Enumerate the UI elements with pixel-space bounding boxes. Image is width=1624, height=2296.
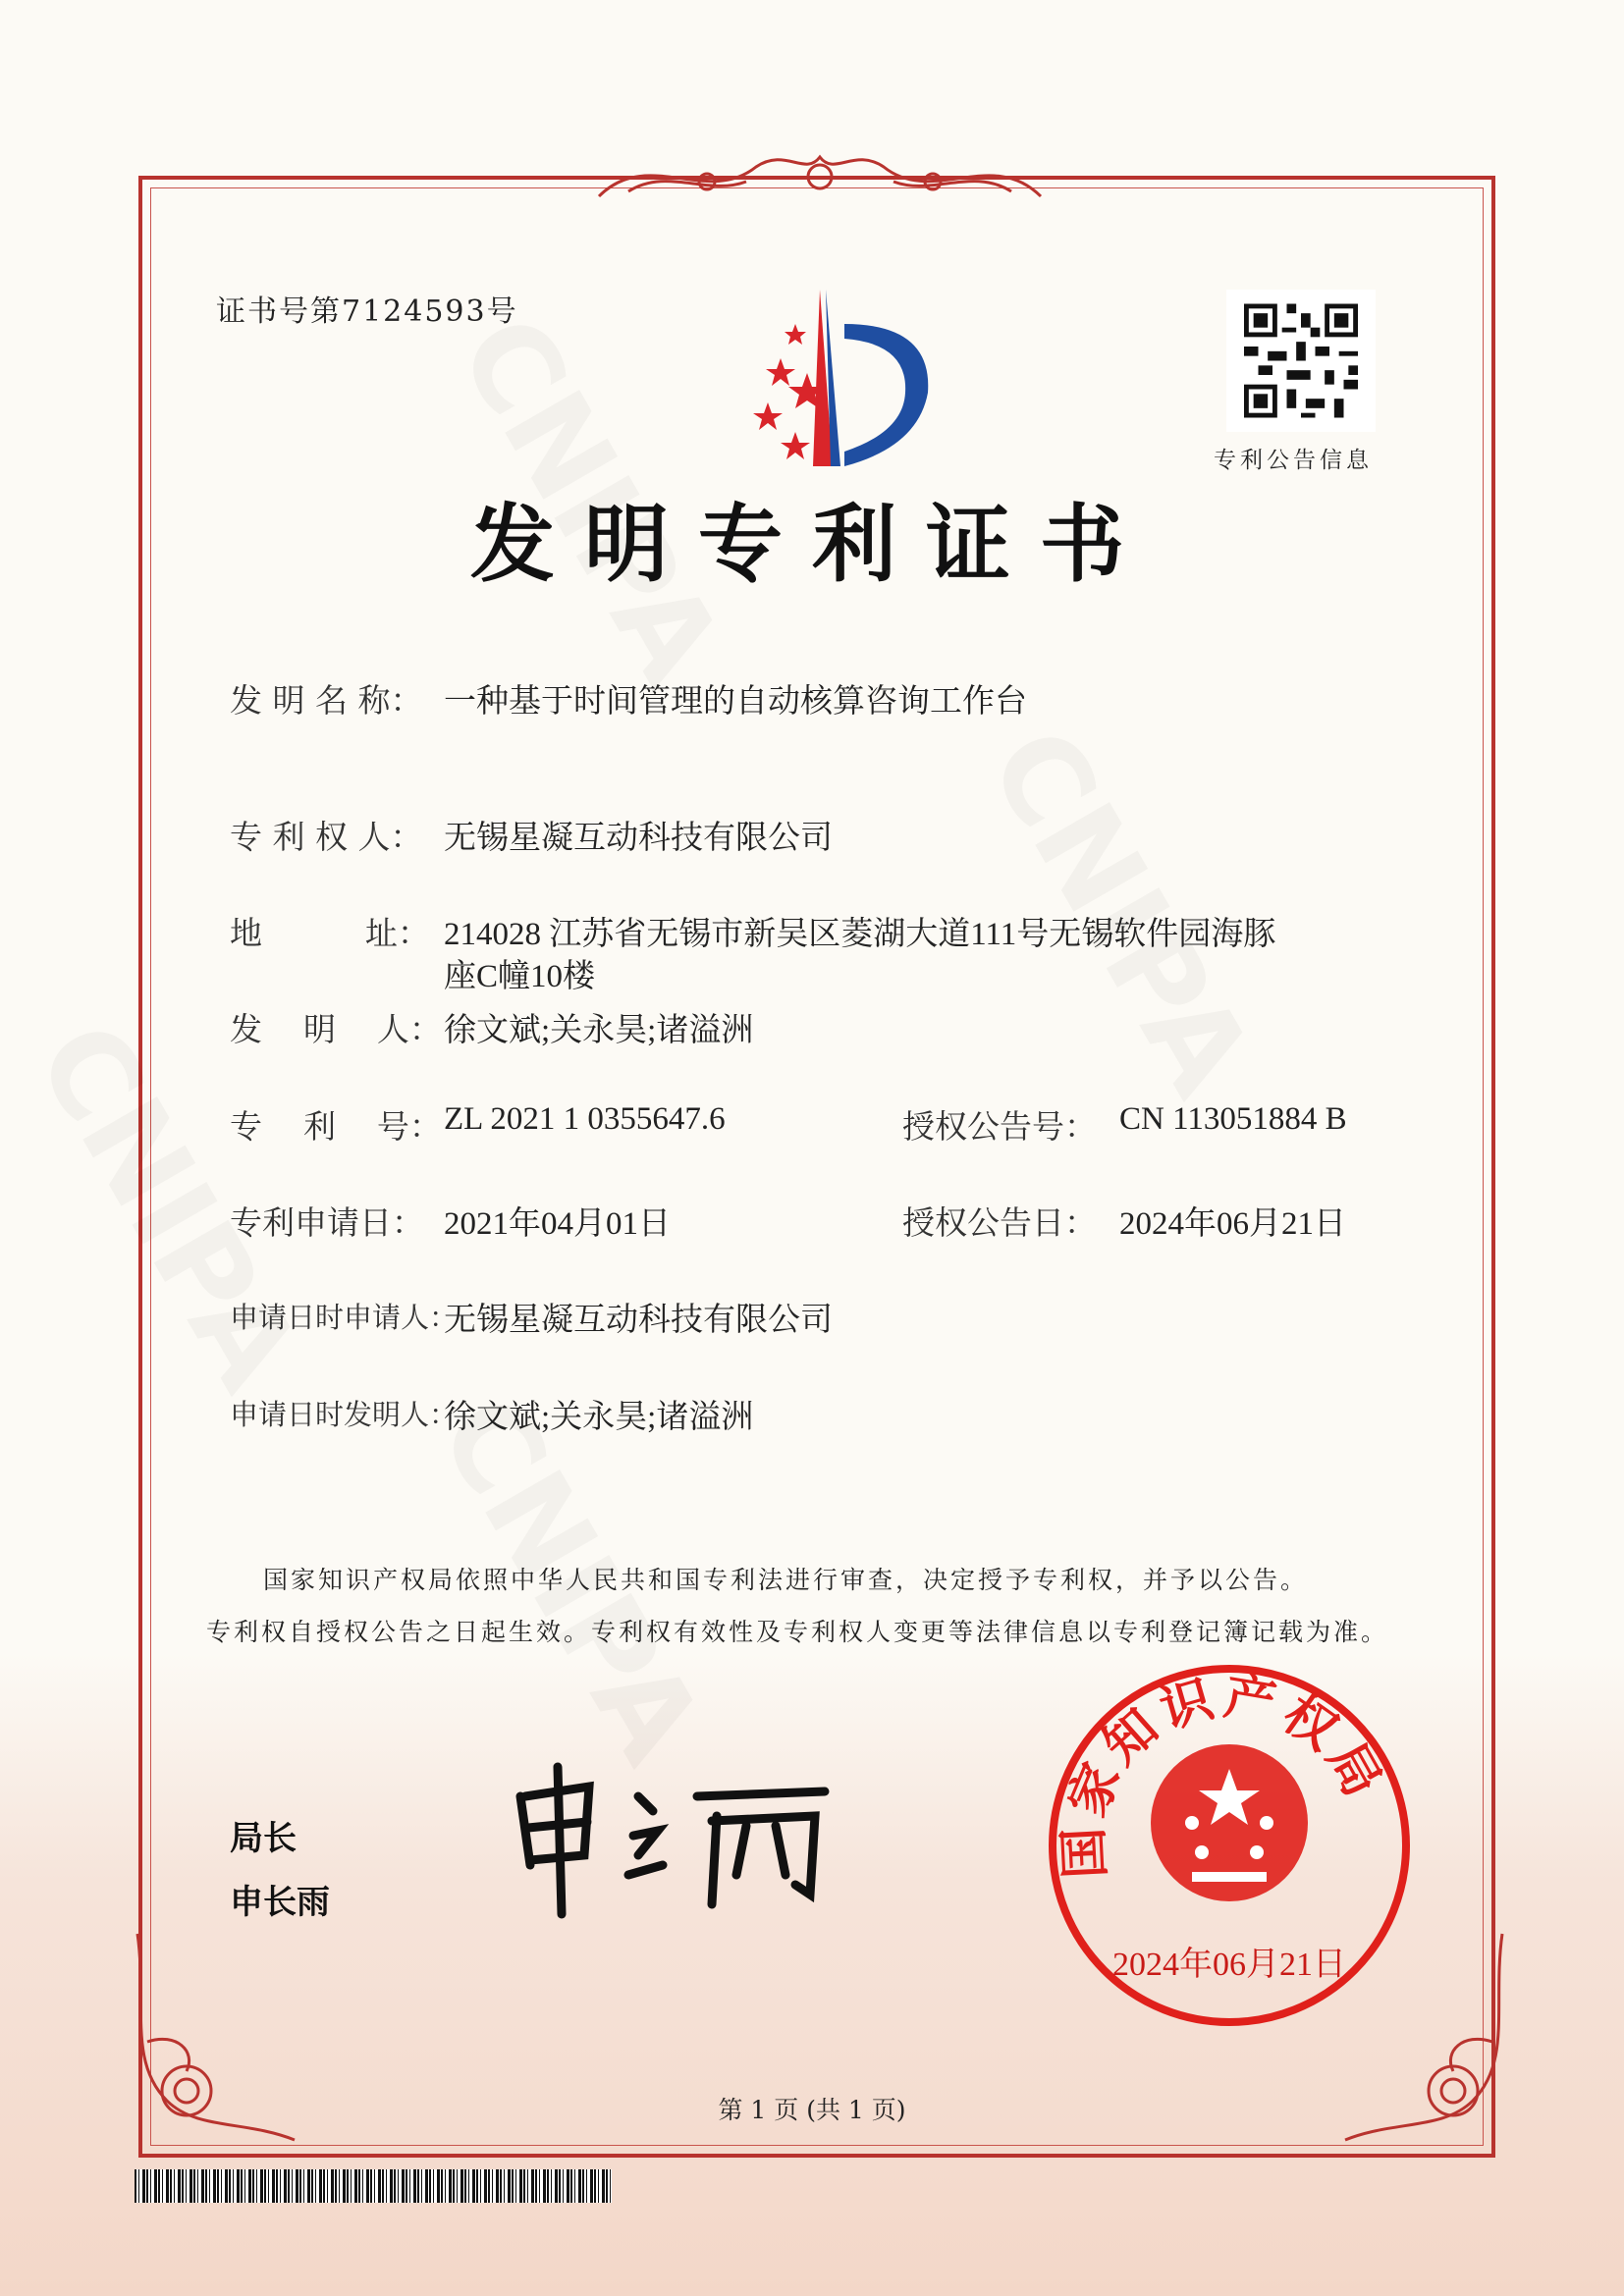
invention-name-label: 发 明 名 称： [230, 681, 423, 720]
address-value-line2: 座C幢10楼 [444, 959, 596, 994]
applicant-at-filing-label: 申请日时申请人： [230, 1301, 459, 1334]
grant-publication-date-label: 授权公告日： [902, 1203, 1097, 1242]
director-title: 局长 [230, 1819, 297, 1858]
barcode [135, 2169, 612, 2203]
applicant-at-filing-value: 无锡星凝互动科技有限公司 [444, 1303, 833, 1338]
notice-line-2: 专利权自授权公告之日起生效。专利权有效性及专利权人变更等法律信息以专利登记簿记载为准。 [206, 1618, 1389, 1646]
page-indicator: 第 1 页 (共 1 页) [718, 2096, 906, 2124]
application-date-label: 专利申请日： [230, 1203, 424, 1242]
seal-date: 2024年06月21日 [1112, 1947, 1346, 1983]
patent-number-label: 专 利 号： [230, 1107, 442, 1146]
grant-publication-number-label: 授权公告号： [902, 1107, 1097, 1146]
grant-publication-number-value: CN 113051884 B [1119, 1101, 1347, 1137]
certificate-number: 证书号第7124593号 [216, 294, 518, 329]
official-seal [1045, 1661, 1414, 2030]
address-label: 地 址： [230, 914, 430, 952]
inventors-value: 徐文斌;关永昊;诸溢洲 [444, 1013, 754, 1048]
cnipa-logo [697, 285, 943, 471]
address-value-line1: 214028 江苏省无锡市新吴区菱湖大道111号无锡软件园海豚 [444, 917, 1276, 952]
grant-publication-date-value: 2024年06月21日 [1119, 1206, 1346, 1242]
director-name: 申长雨 [230, 1883, 330, 1922]
inventor-at-filing-label: 申请日时发明人： [230, 1398, 459, 1431]
invention-name-value: 一种基于时间管理的自动核算咨询工作台 [444, 684, 1027, 720]
top-ornament [589, 137, 1051, 216]
seal-text: 国家知识产权局 [1054, 1667, 1395, 1881]
application-date-value: 2021年04月01日 [444, 1206, 671, 1242]
director-signature [501, 1757, 844, 1924]
page-title: 发明专利证书 [470, 495, 1154, 594]
inventor-at-filing-value: 徐文斌;关永昊;诸溢洲 [444, 1400, 754, 1435]
patent-number-value: ZL 2021 1 0355647.6 [444, 1101, 726, 1137]
patentee-value: 无锡星凝互动科技有限公司 [444, 821, 833, 856]
bottom-left-ornament [128, 1924, 304, 2169]
qr-caption: 专利公告信息 [1214, 448, 1373, 473]
qr-code [1226, 290, 1376, 432]
inventors-label: 发 明 人： [230, 1010, 442, 1048]
notice-line-1: 国家知识产权局依照中华人民共和国专利法进行审查，决定授予专利权，并予以公告。 [263, 1566, 1309, 1594]
patentee-label: 专 利 权 人： [230, 818, 423, 856]
